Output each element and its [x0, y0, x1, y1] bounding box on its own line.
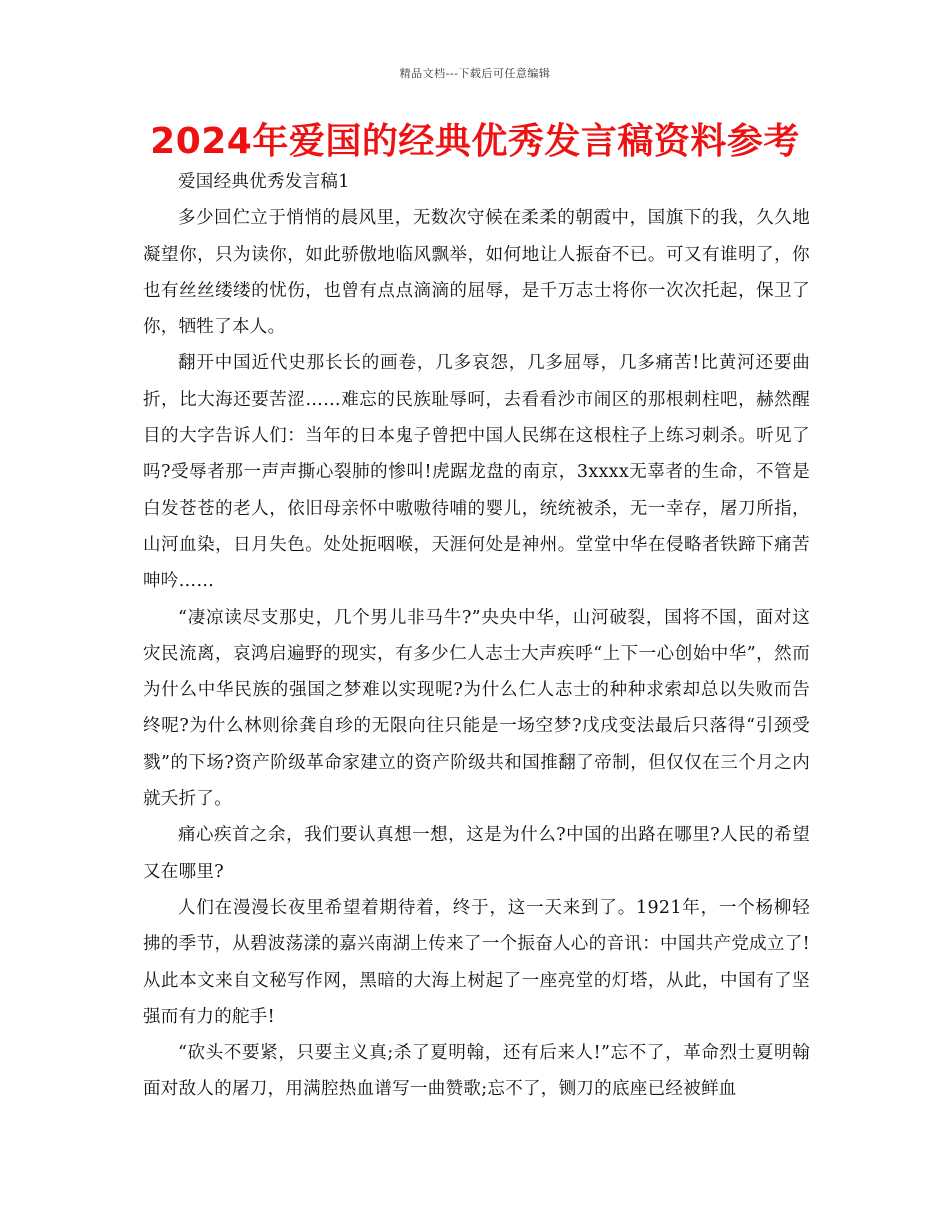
document-body: [143, 164, 810, 1108]
paragraph: “砍头不要紧，只要主义真;杀了夏明翰，还有后来人!”忘不了，革命烈士夏明翰面对敌人的屠刀，用满腔热血谱写一曲赞歌;忘不了，铡刀的底座已经被鲜血: [143, 1043, 810, 1100]
document-title: 2024年爱国的经典优秀发言稿资料参考: [150, 121, 800, 162]
header-note: 精品文档---下载后可任意编辑: [399, 67, 551, 80]
paragraph: 人们在漫漫长夜里希望着期待着，终于，这一天来到了。1921年，一个杨柳轻拂的季节，从碧波荡漾的嘉兴南湖上传来了一个振奋人心的音讯：中国共产党成立了!从此本文来自文秘写作网，黑暗的大海上树起了一座亮堂的灯塔，从此，中国有了坚强而有力的舵手!: [143, 897, 810, 1027]
paragraph: 多少回伫立于悄悄的晨风里，无数次守候在柔柔的朝霞中，国旗下的我，久久地凝望你，只为读你，如此骄傲地临风飘举，如何地让人振奋不已。可又有谁明了，你也有丝丝缕缕的忧伤，也曾有点点滴滴的屈辱，是千万志士将你一次次托起，保卫了你，牺牲了本人。: [143, 208, 810, 338]
paragraph: “凄凉读尽支那史，几个男儿非马牛?”央央中华，山河破裂，国将不国，面对这灾民流离，哀鸿启遍野的现实，有多少仁人志士大声疾呼“上下一心创始中华”，然而为什么中华民族的强国之梦难以实现呢?为什么仁人志士的种种求索却总以失败而告终呢?为什么林则徐龚自珍的无限向往只能是一场空梦?戊戌变法最后只落得“引颈受戮”的下场?资产阶级革命家建立的资产阶级共和国推翻了帝制，但仅仅在三个月之内就夭折了。: [143, 607, 810, 810]
paragraph: 痛心疾首之余，我们要认真想一想，这是为什么?中国的出路在哪里?人民的希望又在哪里?: [143, 825, 810, 882]
paragraph: 翻开中国近代史那长长的画卷，几多哀怨，几多屈辱，几多痛苦!比黄河还要曲折，比大海还要苦涩……难忘的民族耻辱呵，去看看沙市闹区的那根刺柱吧，赫然醒目的大字告诉人们：当年的日本鬼子曾把中国人民绑在这根柱子上练习刺杀。听见了吗?受辱者那一声声撕心裂肺的惨叫!虎踞龙盘的南京，3xxxx无辜者的生命，不管是白发苍苍的老人，依旧母亲怀中嗷嗷待哺的婴儿，统统被杀，无一幸存，屠刀所指，山河血染，日月失色。处处扼咽喉，天涯何处是神州。堂堂中华在侵略者铁蹄下痛苦呻吟……: [143, 353, 810, 592]
document-subtitle: 爱国经典优秀发言稿1: [178, 172, 350, 192]
